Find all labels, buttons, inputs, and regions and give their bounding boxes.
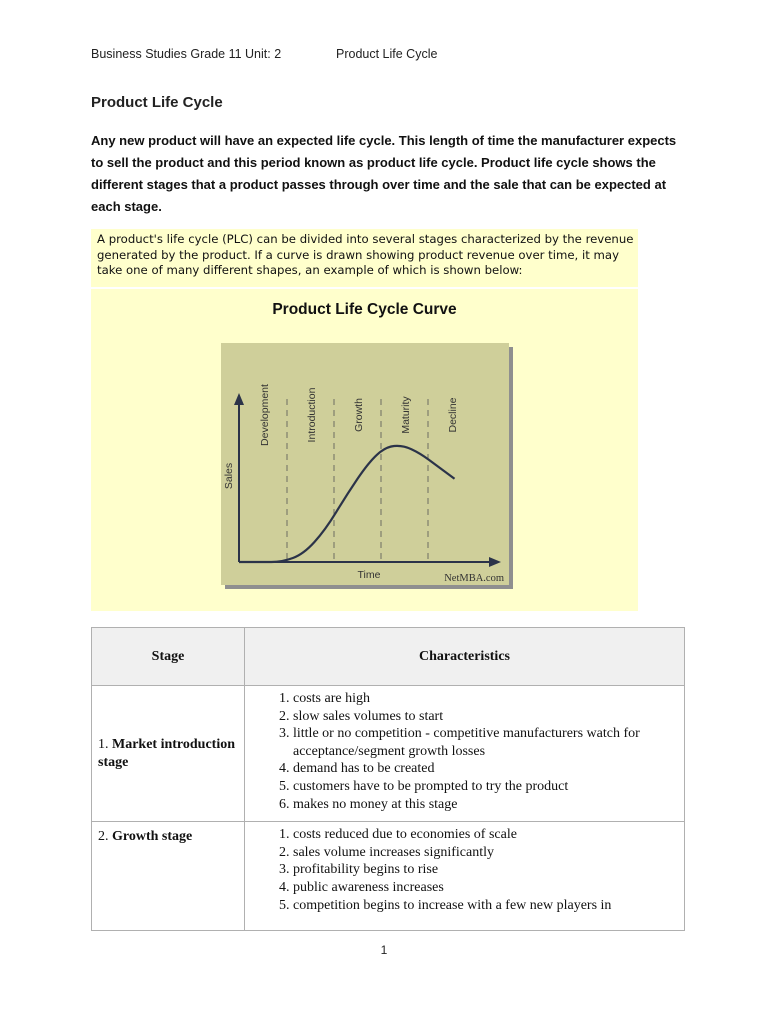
stage-label: Development <box>259 384 271 446</box>
stage-cell <box>92 686 245 822</box>
column-header-characteristics: Characteristics <box>245 628 685 686</box>
stage-number: 1. <box>98 736 109 752</box>
characteristics-list <box>251 690 678 813</box>
characteristics-cell <box>245 822 685 931</box>
page-header <box>91 47 438 61</box>
list-item: 4. public awareness increases <box>293 879 678 897</box>
page-title: Product Life Cycle <box>91 94 223 111</box>
table-header-row <box>92 628 685 686</box>
stage-cell <box>92 822 245 931</box>
list-item: 5. competition begins to increase with a few new players in <box>293 897 678 915</box>
list-item: 2. sales volume increases significantly <box>293 844 678 862</box>
list-item: 4. demand has to be created <box>293 760 678 778</box>
header-topic: Product Life Cycle <box>336 47 438 61</box>
chart-source-label: NetMBA.com <box>444 573 504 584</box>
characteristics-cell <box>245 686 685 822</box>
plc-description: A product's life cycle (PLC) can be divided into several stages characterized by the revenue generated by the product. If a curve is drawn showing product revenue over time, it may take one of many different shapes, an example of which is shown below: <box>97 232 634 277</box>
page-number: 1 <box>380 943 388 957</box>
x-axis-label: Time <box>357 569 381 581</box>
stage-label: Introduction <box>306 387 318 443</box>
stage-label: Maturity <box>400 396 412 434</box>
stage-number: 2. <box>98 829 109 845</box>
callout-divider <box>91 287 638 289</box>
chart-panel <box>221 343 509 585</box>
stage-label: Growth <box>353 398 365 432</box>
stage-name: Growth stage <box>112 829 193 845</box>
stages-table <box>91 627 685 931</box>
list-item: 3. little or no competition - competitive manufacturers watch for acceptance/segment growth losses <box>293 725 678 760</box>
list-item: 1. costs are high <box>293 690 678 708</box>
characteristics-list <box>251 826 678 914</box>
table-row <box>92 822 685 931</box>
header-course: Business Studies Grade 11 Unit: 2 <box>91 47 282 61</box>
table-row <box>92 686 685 822</box>
list-item: 3. profitability begins to rise <box>293 861 678 879</box>
list-item: 5. customers have to be prompted to try the product <box>293 778 678 796</box>
list-item: 1. costs reduced due to economies of scale <box>293 826 678 844</box>
plc-chart <box>219 341 514 591</box>
y-axis-label: Sales <box>223 462 235 490</box>
chart-title: Product Life Cycle Curve <box>272 301 457 318</box>
list-item: 2. slow sales volumes to start <box>293 708 678 726</box>
stage-name: Market introduction stage <box>98 736 236 770</box>
plc-callout <box>91 229 638 611</box>
stage-label: Decline <box>447 397 459 433</box>
list-item: 6. makes no money at this stage <box>293 796 678 814</box>
column-header-stage: Stage <box>92 628 245 686</box>
intro-paragraph: Any new product will have an expected life cycle. This length of time the manufacturer expects to sell the product and this period known as product life cycle. Product life cycle shows the different stages that a product passes through over time and the sale that can be expected at each stage. <box>91 133 677 214</box>
